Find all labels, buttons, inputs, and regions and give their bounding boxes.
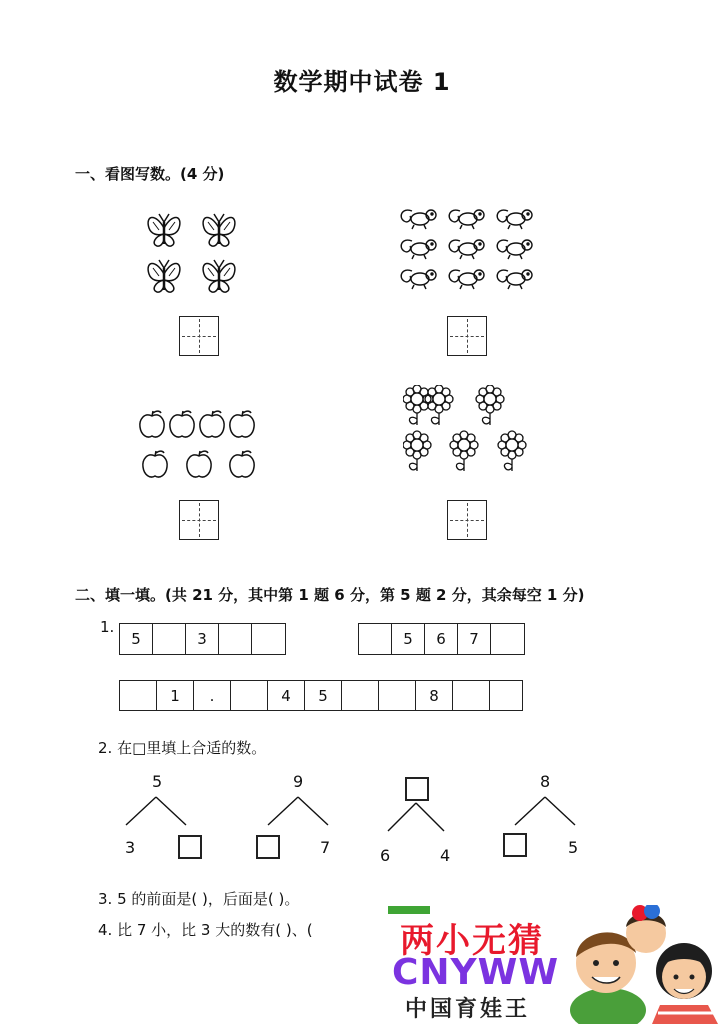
- answer-box-flowers[interactable]: [447, 500, 487, 540]
- sequence-cell[interactable]: 1: [157, 681, 194, 710]
- sequence-cell[interactable]: 3: [186, 624, 219, 654]
- bond3-right: 4: [440, 846, 451, 865]
- sequence-cell[interactable]: [453, 681, 490, 710]
- q1-label: 1.: [100, 618, 115, 636]
- bond1-right-box[interactable]: [178, 835, 202, 859]
- sequence-cell[interactable]: 5: [392, 624, 425, 654]
- q2-text: 2. 在□里填上合适的数。: [98, 739, 267, 757]
- sequence-cell[interactable]: 5: [305, 681, 342, 710]
- sequence-cell[interactable]: 8: [416, 681, 453, 710]
- number-bond-lines: [118, 795, 588, 835]
- bond1-left: 3: [125, 838, 136, 857]
- sequence-cell[interactable]: [342, 681, 379, 710]
- number-sequence-row1a: [119, 623, 286, 655]
- bond1-top: 5: [152, 772, 163, 791]
- sequence-cell[interactable]: [219, 624, 252, 654]
- cartoon-kids-mascot: [568, 905, 722, 1024]
- bond3-top-box[interactable]: [405, 777, 429, 801]
- sequence-cell[interactable]: 5: [120, 624, 153, 654]
- bond3-left: 6: [380, 846, 391, 865]
- sequence-cell[interactable]: [120, 681, 157, 710]
- brand-logo-line3: 中国育娃王: [405, 997, 531, 1022]
- section2-heading: 二、填一填。(共 21 分，其中第 1 题 6 分，第 5 题 2 分，其余每空 1 分): [75, 586, 585, 604]
- sequence-cell[interactable]: [491, 624, 524, 654]
- sequence-cell[interactable]: 7: [458, 624, 491, 654]
- page-title: 数学期中试卷 1: [273, 68, 451, 96]
- sequence-cell[interactable]: [231, 681, 268, 710]
- flowers-picture: [403, 385, 533, 480]
- bond2-right: 7: [320, 838, 331, 857]
- q3-text: 3. 5 的前面是( )，后面是( )。: [98, 890, 300, 908]
- answer-box-butterflies[interactable]: [179, 316, 219, 356]
- apples-picture: [138, 410, 263, 485]
- brand-logo-line1: 两小无猜: [400, 921, 544, 961]
- q4-text: 4. 比 7 小，比 3 大的数有( )、(: [98, 921, 313, 939]
- sequence-cell[interactable]: [252, 624, 285, 654]
- bond4-top: 8: [540, 772, 551, 791]
- bond2-left-box[interactable]: [256, 835, 280, 859]
- sequence-cell[interactable]: 6: [425, 624, 458, 654]
- bond2-top: 9: [293, 772, 304, 791]
- sequence-cell[interactable]: 4: [268, 681, 305, 710]
- sequence-cell[interactable]: .: [194, 681, 231, 710]
- butterflies-picture: [145, 210, 255, 305]
- sequence-cell[interactable]: [490, 681, 522, 710]
- number-sequence-row1b: [358, 623, 525, 655]
- bond4-left-box[interactable]: [503, 833, 527, 857]
- sequence-cell[interactable]: [359, 624, 392, 654]
- section1-heading: 一、看图写数。(4 分): [75, 165, 225, 183]
- bond4-right: 5: [568, 838, 579, 857]
- number-sequence-row2: [119, 680, 523, 711]
- squirrels-picture: [398, 205, 543, 300]
- answer-box-apples[interactable]: [179, 500, 219, 540]
- sequence-cell[interactable]: [379, 681, 416, 710]
- answer-box-squirrels[interactable]: [447, 316, 487, 356]
- brand-logo-line2: CNYWW: [392, 952, 560, 993]
- sequence-cell[interactable]: [153, 624, 186, 654]
